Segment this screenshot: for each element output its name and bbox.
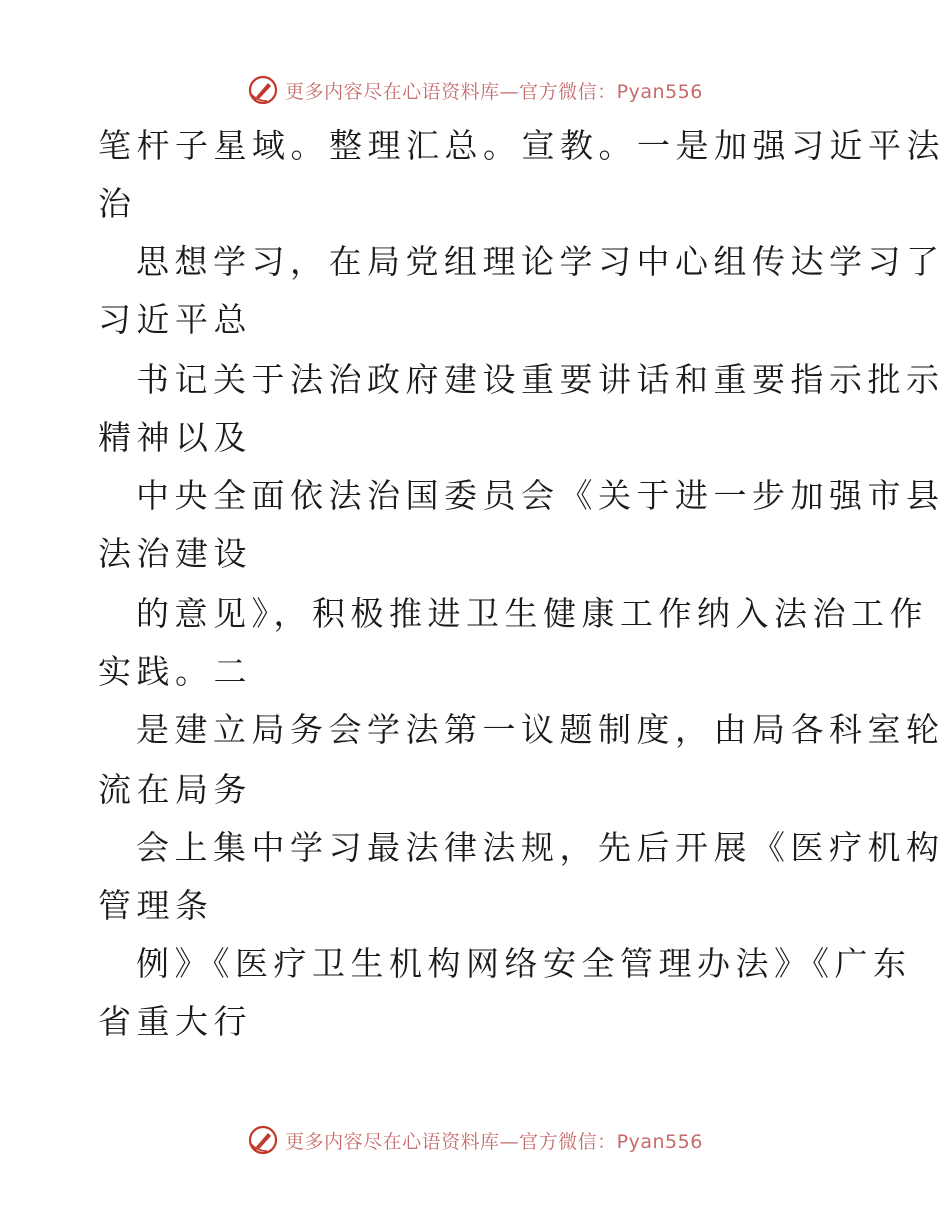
body-line-5: 书记关于法治政府建设重要讲话和重要指示批示 — [136, 360, 945, 399]
footer-banner — [0, 1120, 950, 1160]
body-line-3: 思想学习，在局党组理论学习中心组传达学习了 — [136, 242, 945, 281]
body-line-4: 习近平总 — [98, 300, 252, 339]
pen-logo-icon — [247, 1124, 279, 1156]
body-line-1: 笔杆子星域。整理汇总。宣教。一是加强习近平法 — [98, 126, 945, 165]
body-line-10: 实践。二 — [98, 652, 252, 691]
footer-banner-text: 更多内容尽在心语资料库—官方微信：Pyan556 — [285, 1130, 703, 1153]
header-banner — [0, 70, 950, 110]
header-banner-text: 更多内容尽在心语资料库—官方微信：Pyan556 — [285, 80, 703, 103]
header-wechat-id: Pyan556 — [616, 80, 703, 103]
pen-logo-icon — [247, 74, 279, 106]
body-line-6: 精神以及 — [98, 418, 252, 457]
body-line-15: 例》《医疗卫生机构网络安全管理办法》《广东 — [136, 944, 912, 983]
body-line-16: 省重大行 — [98, 1002, 252, 1041]
footer-wechat-id: Pyan556 — [616, 1130, 703, 1153]
body-line-2: 治 — [98, 184, 137, 223]
body-line-12: 流在局务 — [98, 770, 252, 809]
body-line-11: 是建立局务会学法第一议题制度，由局各科室轮 — [136, 710, 945, 749]
body-line-14: 管理条 — [98, 886, 214, 925]
body-line-8: 法治建设 — [98, 534, 252, 573]
body-line-13: 会上集中学习最法律法规，先后开展《医疗机构 — [136, 828, 945, 867]
body-line-7: 中央全面依法治国委员会《关于进一步加强市县 — [136, 476, 945, 515]
body-line-9: 的意见》，积极推进卫生健康工作纳入法治工作 — [136, 594, 928, 633]
